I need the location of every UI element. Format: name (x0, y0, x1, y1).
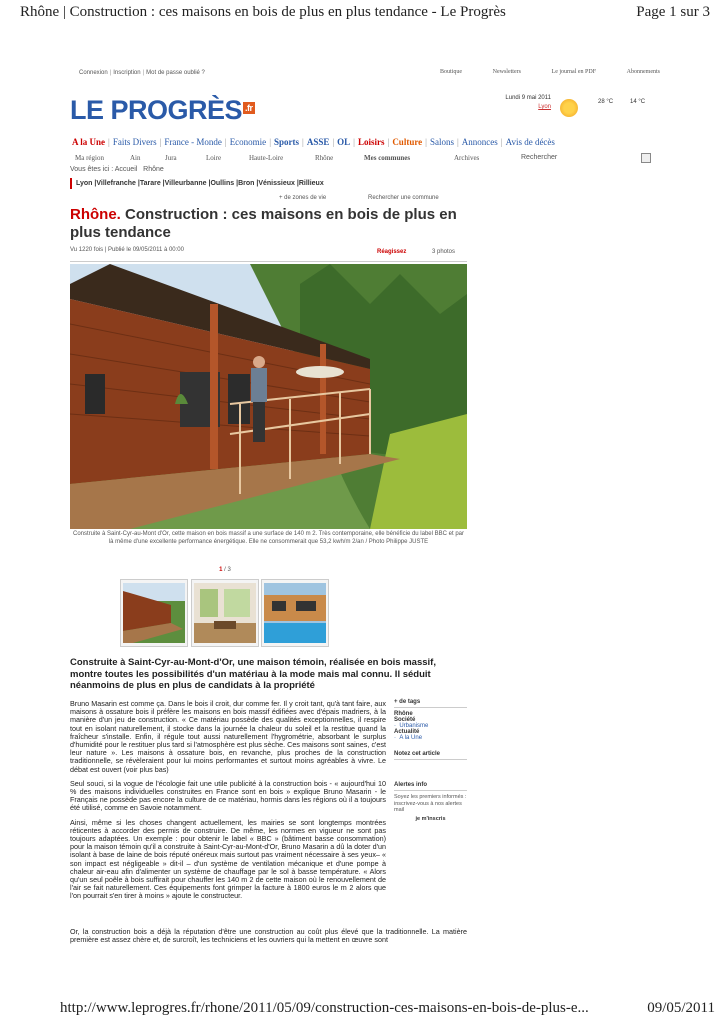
local-zones-bar: Lyon |Villefranche |Tarare |Villeurbanne |Oullins |Bron |Vénissieux |Rillieux (70, 178, 476, 189)
thumbnail-3[interactable] (261, 579, 329, 647)
zone-rillieux[interactable]: Rillieux (298, 180, 324, 187)
search-commune-link[interactable]: Rechercher une commune (368, 195, 439, 201)
article-meta (70, 245, 467, 262)
breadcrumb-prefix[interactable]: Vous êtes ici : Accueil (70, 166, 138, 173)
subnav-jura[interactable]: Jura (165, 154, 177, 162)
article-headline (70, 206, 470, 242)
top-nav-newsletters[interactable]: Newsletters (492, 69, 521, 75)
tag-societe[interactable]: Société (394, 717, 416, 723)
subnav-search[interactable]: Rechercher (521, 154, 558, 161)
rate-article-title[interactable]: Notez cet article (394, 751, 467, 760)
subnav-loire[interactable]: Loire (206, 154, 222, 162)
top-nav (440, 69, 660, 75)
top-nav-shop[interactable]: Boutique (440, 69, 462, 75)
register-link[interactable]: Inscription (113, 70, 141, 76)
tag-urbanisme[interactable]: Urbanisme (399, 723, 429, 729)
body-paragraph-4: Or, la construction bois a déjà la réputation d'être une construction au coût plus élevé que la traditionnelle. La matière première est assez chère et, de surcroît, les techniciens et les ouvriers qui la mettent en œuvre sont (70, 927, 467, 945)
nav-sports[interactable]: Sports (274, 137, 300, 147)
search-icon[interactable] (641, 153, 651, 163)
pager-total: / 3 (224, 567, 231, 573)
subnav-mes-communes[interactable]: Mes communes (364, 154, 411, 162)
sub-nav (75, 154, 655, 164)
tag-rhone[interactable]: Rhône (394, 711, 413, 717)
site-logo[interactable] (70, 95, 255, 126)
print-page-number: Page 1 sur 3 (636, 4, 710, 20)
main-nav: A la Une | Faits Divers | France - Monde | Economie | Sports | ASSE | OL | Loisirs | Culture | Salons | Annonces | Avis de décès (72, 137, 555, 147)
nav-ol[interactable]: OL (337, 137, 351, 147)
account-links: Connexion | Inscription | Mot de passe oublié ? (79, 70, 205, 76)
react-link[interactable]: Réagissez (377, 249, 407, 255)
zone-bron[interactable]: Bron (238, 180, 255, 187)
zone-lyon[interactable]: Lyon (76, 180, 93, 187)
zone-oullins[interactable]: Oullins (210, 180, 235, 187)
logo-text: LE PROGRÈS (70, 95, 243, 125)
zone-tarare[interactable]: Tarare (139, 180, 161, 187)
nav-asse[interactable]: ASSE (306, 137, 330, 147)
date-box (493, 95, 551, 110)
logo-suffix: .fr (245, 102, 253, 113)
print-page-url: http://www.leprogres.fr/rhone/2011/05/09/construction-ces-maisons-en-bois-de-plus-e... (60, 1000, 589, 1016)
temperature-max: 28 °C (598, 99, 614, 105)
zone-villefranche[interactable]: Villefranche (96, 180, 136, 187)
top-nav-pdf[interactable]: Le journal en PDF (551, 69, 597, 75)
tag-a-la-une-item: · A la Une (394, 735, 423, 741)
nav-a-la-une[interactable]: A la Une (72, 137, 106, 147)
breadcrumb (70, 166, 164, 173)
body-paragraph-1: Bruno Masarin est comme ça. Dans le bois il croit, dur comme fer. Il y croit tant, qu'à tant faire, aux maisons à ossature bois il préfère les maisons en bois massif édifiées avec d'épais madriers, à la manière d'un jeu de construction. « Ce matériau possède des qualités exceptionnelles, il respire tout en isolant naturellement, il stocke dans la journée la chaleur du soleil et la restitue quand la fraîcheur s'installe. Enfin, il régule tout aussi naturellement l'hygrométrie, absorbant le surplus d'humidité pour le restituer plus tard si l'atmosphère est plus sèche. Ces maisons sont saines, c'est leur nature ». Les maisons à ossature bois, en revanche, plus proches de la construction traditionnelle, se révèleraient pour lui moins performantes et surtout moins agréables à vivre. Le débat est ouvert (voir plus bas) (70, 699, 386, 774)
nav-culture[interactable]: Culture (392, 137, 423, 147)
article-body (70, 700, 386, 907)
subnav-ma-region[interactable]: Ma région (75, 154, 104, 162)
photo-pager (210, 567, 240, 573)
nav-salons[interactable]: Salons (429, 137, 454, 147)
zone-venissieux[interactable]: Vénissieux (258, 180, 295, 187)
wooden-house-photo (70, 264, 467, 529)
forgot-password-link[interactable]: Mot de passe oublié ? (146, 70, 205, 76)
nav-loisirs[interactable]: Loisirs (357, 137, 385, 147)
tag-urbanisme-item: · Urbanisme (394, 723, 429, 729)
photos-link[interactable]: 3 photos (432, 249, 456, 255)
alerts-title: Alertes info (394, 782, 467, 791)
article-lead: Construite à Saint-Cyr-au-Mont-d'Or, une maison témoin, réalisée en bois massif, montre toutes les possibilités d'un matériau à la mode mais mal connu. Il séduit néanmoins de plus en plus de candidats à la propriété (70, 657, 436, 691)
thumbnail-house-image (123, 583, 185, 643)
views-and-date: Vu 1220 fois | Publié le 09/05/2011 à 00:00 (70, 247, 184, 253)
photo-caption: Construite à Saint-Cyr-au-Mont d'Or, cette maison en bois massif a une surface de 140 m 2. Très contemporaine, elle bénéficie du label BBC et par là même d'une excellente performance énergétique. Elle ne consommerait que 53,2 kwh/m 2/an / Photo Philippe JUSTE (72, 531, 464, 545)
temperature-min: 14 °C (630, 99, 646, 105)
thumbnail-pool-image (264, 583, 326, 643)
nav-avis-de-deces[interactable]: Avis de décès (505, 137, 555, 147)
thumbnail-interior-image (194, 583, 256, 643)
print-page-title: Rhône | Construction : ces maisons en bois de plus en plus tendance - Le Progrès (20, 4, 506, 20)
headline-place: Rhône. (70, 206, 121, 223)
subnav-haute-loire[interactable]: Haute-Loire (249, 154, 284, 162)
subnav-archives[interactable]: Archives (454, 154, 480, 162)
thumbnail-1[interactable] (120, 579, 188, 647)
print-page-date: 09/05/2011 (647, 1000, 715, 1016)
more-zones-link[interactable]: + de zones de vie (279, 195, 327, 201)
sun-icon (560, 99, 578, 117)
nav-annonces[interactable]: Annonces (461, 137, 498, 147)
subnav-ain[interactable]: Ain (130, 154, 141, 162)
nav-economie[interactable]: Economie (229, 137, 267, 147)
weather-city-link[interactable]: Lyon (538, 104, 551, 110)
body-paragraph-2: Seul souci, si la vogue de l'écologie fait une utile publicité à la construction bois - « aujourd'hui 10 % des maisons individuelles construites en France sont en bois » explique Bruno Masarin - le Français ne possède pas encore la culture de ce matériau, hormis dans les régions où il a toujours été utilisé, comme en Savoie notamment. (70, 778, 386, 813)
pager-current[interactable]: 1 (219, 567, 223, 573)
alerts-signup-link[interactable]: je m'inscris (415, 815, 446, 822)
tag-a-la-une[interactable]: A la Une (399, 735, 423, 741)
zone-villeurbanne[interactable]: Villeurbanne (164, 180, 207, 187)
current-date: Lundi 9 mai 2011 (505, 95, 551, 101)
breadcrumb-current: Rhône (143, 166, 164, 173)
subnav-rhone[interactable]: Rhône (315, 154, 334, 162)
top-nav-subscriptions[interactable]: Abonnements (626, 69, 660, 75)
article-sidebar (394, 699, 467, 822)
nav-france-monde[interactable]: France - Monde (164, 137, 222, 147)
nav-faits-divers[interactable]: Faits Divers (112, 137, 157, 147)
headline-title: Construction : ces maisons en bois de plus en plus tendance (70, 206, 457, 241)
alerts-text: Soyez les premiers informés : inscrivez-vous à nos alertes mail (394, 794, 467, 813)
login-link[interactable]: Connexion (79, 70, 108, 76)
body-paragraph-3: Ainsi, même si les choses changent actuellement, les mairies se sont longtemps montrées réticentes à accorder des permis de construire. De même, les normes en vigueur ne sont pas toujours adaptées. Un exemple : pour obtenir le label « BBC » (bâtiment basse consommation) pour la maison témoin qu'il a construite à Saint-Cyr-au-Mont-d'Or, Bruno Masarin a dû la doter d'un isolant à base de laine de bois réputé onéreux mais surtout pas vraiment nécessaire à ses yeux– « son impact est négligeable » dit-il – d'un système de ventilation mécanique et d'une pompe à chaleur air-eau afin d'alimenter un système de chauffage par le sol à basse température. « Alors qu'un seul poêle à bois suffirait pour chauffer les 140 m 2 de cette maison où le renouvellement de l'air se fait naturellement. Ces équipements font grimper la facture à 1800 euros le m 2 alors que l'on pourrait s'en tirer à moins » ajoute le constructeur. (70, 817, 386, 901)
thumbnail-2[interactable] (191, 579, 259, 647)
tags-title[interactable]: + de tags (394, 699, 467, 708)
main-photo[interactable] (70, 264, 467, 529)
tag-actualite[interactable]: Actualité (394, 729, 420, 735)
